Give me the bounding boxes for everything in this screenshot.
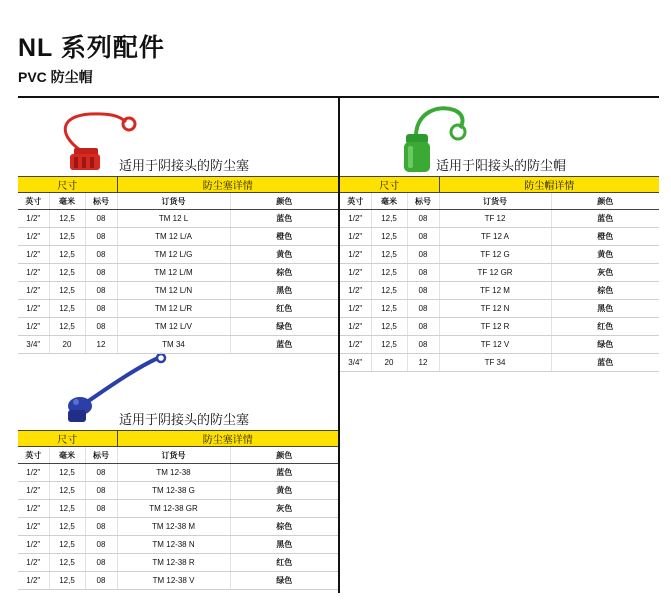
cell-mm: 12,5: [49, 300, 85, 318]
section1-caption: 适用于阴接头的防尘塞: [119, 158, 250, 173]
cell-order-number: TF 12 R: [439, 318, 551, 336]
cell-color: 棕色: [551, 282, 659, 300]
section2-caption: 适用于阳接头的防尘帽: [436, 158, 567, 173]
size-header: 尺寸: [18, 431, 117, 447]
col-mm: 毫米: [49, 447, 85, 464]
table-group-header: [18, 177, 338, 193]
cell-code: 08: [85, 300, 117, 318]
col-code: 标号: [85, 193, 117, 210]
col-color: 颜色: [230, 447, 338, 464]
col-order: 订货号: [117, 193, 230, 210]
section3-caption: 适用于阴接头的防尘塞: [119, 412, 250, 427]
table-row: [18, 500, 338, 518]
cell-mm: 12,5: [49, 318, 85, 336]
table-row: [18, 336, 338, 354]
cell-mm: 12,5: [371, 318, 407, 336]
table-column-header: [18, 447, 338, 464]
table-column-header: [18, 193, 338, 210]
col-inch: 英寸: [340, 193, 371, 210]
cell-inch: 1/2": [18, 210, 49, 228]
cell-mm: 12,5: [371, 300, 407, 318]
table-row: [340, 210, 659, 228]
cell-color: 橙色: [551, 228, 659, 246]
cell-order-number: TF 12 V: [439, 336, 551, 354]
table-row: [340, 336, 659, 354]
cell-inch: 1/2": [18, 536, 49, 554]
cell-order-number: TM 12-38 N: [117, 536, 230, 554]
cell-code: 08: [85, 246, 117, 264]
table-row: [18, 536, 338, 554]
cell-mm: 12,5: [371, 210, 407, 228]
cell-code: 08: [85, 228, 117, 246]
cell-inch: 1/2": [18, 264, 49, 282]
section1-table: [18, 176, 338, 354]
cell-code: 08: [85, 482, 117, 500]
cell-color: 黑色: [230, 536, 338, 554]
cell-color: 红色: [230, 554, 338, 572]
cell-code: 08: [407, 228, 439, 246]
cell-inch: 3/4": [18, 336, 49, 354]
cell-code: 08: [407, 300, 439, 318]
cell-inch: 1/2": [340, 246, 371, 264]
cell-mm: 12,5: [49, 572, 85, 590]
table-row: [18, 300, 338, 318]
cell-color: 红色: [230, 300, 338, 318]
cell-color: 蓝色: [230, 336, 338, 354]
table-column-header: [340, 193, 659, 210]
table-row: [18, 482, 338, 500]
table-row: [18, 210, 338, 228]
table-row: [340, 282, 659, 300]
cell-mm: 12,5: [49, 482, 85, 500]
cell-order-number: TF 12 A: [439, 228, 551, 246]
cell-inch: 1/2": [340, 228, 371, 246]
section3-table: [18, 430, 338, 590]
detail-header: 防尘帽详情: [439, 177, 659, 193]
cell-order-number: TM 12 L/A: [117, 228, 230, 246]
cell-code: 08: [407, 318, 439, 336]
cell-order-number: TF 12 G: [439, 246, 551, 264]
cell-inch: 1/2": [340, 210, 371, 228]
cell-code: 08: [85, 210, 117, 228]
size-header: 尺寸: [340, 177, 439, 193]
cell-mm: 12,5: [371, 228, 407, 246]
cell-code: 08: [85, 264, 117, 282]
cell-inch: 1/2": [18, 500, 49, 518]
cell-code: 08: [85, 500, 117, 518]
cell-mm: 12,5: [49, 518, 85, 536]
cell-code: 08: [85, 554, 117, 572]
cell-mm: 12,5: [49, 500, 85, 518]
cell-code: 08: [407, 210, 439, 228]
cell-color: 绿色: [551, 336, 659, 354]
size-header: 尺寸: [18, 177, 117, 193]
cell-code: 08: [85, 282, 117, 300]
cell-order-number: TM 12-38 M: [117, 518, 230, 536]
cell-code: 08: [407, 264, 439, 282]
table-row: [340, 318, 659, 336]
table-row: [18, 318, 338, 336]
cell-mm: 12,5: [49, 282, 85, 300]
detail-header: 防尘塞详情: [117, 431, 338, 447]
section2-table: [340, 176, 659, 372]
cell-order-number: TF 12 N: [439, 300, 551, 318]
cell-order-number: TM 12 L/V: [117, 318, 230, 336]
col-order: 订货号: [439, 193, 551, 210]
table-row: [18, 464, 338, 482]
cell-mm: 12,5: [49, 264, 85, 282]
cell-inch: 1/2": [18, 300, 49, 318]
cell-order-number: TM 12 L/R: [117, 300, 230, 318]
table-row: [340, 246, 659, 264]
cell-code: 08: [85, 518, 117, 536]
cell-color: 黄色: [230, 482, 338, 500]
table-row: [18, 518, 338, 536]
cell-order-number: TF 12: [439, 210, 551, 228]
cell-mm: 12,5: [49, 246, 85, 264]
cell-mm: 20: [371, 354, 407, 372]
cell-code: 12: [85, 336, 117, 354]
cell-color: 蓝色: [230, 464, 338, 482]
table-row: [340, 354, 659, 372]
cell-inch: 1/2": [18, 482, 49, 500]
table-row: [18, 572, 338, 590]
table-row: [340, 228, 659, 246]
col-code: 标号: [407, 193, 439, 210]
col-color: 颜色: [551, 193, 659, 210]
cell-color: 绿色: [230, 572, 338, 590]
cell-code: 08: [407, 336, 439, 354]
cell-code: 12: [407, 354, 439, 372]
cell-mm: 12,5: [49, 536, 85, 554]
cell-mm: 12,5: [49, 210, 85, 228]
cell-color: 灰色: [230, 500, 338, 518]
col-code: 标号: [85, 447, 117, 464]
cell-color: 黑色: [551, 300, 659, 318]
cell-color: 黄色: [551, 246, 659, 264]
cell-order-number: TM 12-38 G: [117, 482, 230, 500]
cell-color: 棕色: [230, 518, 338, 536]
cell-color: 黑色: [230, 282, 338, 300]
cell-order-number: TF 34: [439, 354, 551, 372]
cell-code: 08: [85, 464, 117, 482]
cell-inch: 1/2": [18, 554, 49, 572]
cell-mm: 12,5: [49, 464, 85, 482]
cell-inch: 3/4": [340, 354, 371, 372]
cell-order-number: TM 12-38 GR: [117, 500, 230, 518]
cell-order-number: TM 12 L: [117, 210, 230, 228]
table-row: [18, 246, 338, 264]
detail-header: 防尘塞详情: [117, 177, 338, 193]
cell-order-number: TM 12 L/G: [117, 246, 230, 264]
table-row: [340, 300, 659, 318]
table-row: [18, 264, 338, 282]
page-title: NL 系列配件: [18, 34, 165, 62]
table-row: [18, 554, 338, 572]
cell-inch: 1/2": [18, 464, 49, 482]
cell-inch: 1/2": [340, 282, 371, 300]
cell-order-number: TM 34: [117, 336, 230, 354]
cell-code: 08: [85, 536, 117, 554]
cell-code: 08: [407, 246, 439, 264]
cell-inch: 1/2": [340, 264, 371, 282]
cell-order-number: TF 12 M: [439, 282, 551, 300]
cell-mm: 12,5: [371, 264, 407, 282]
cell-color: 灰色: [551, 264, 659, 282]
table-row: [340, 264, 659, 282]
cell-color: 红色: [551, 318, 659, 336]
col-inch: 英寸: [18, 193, 49, 210]
cell-color: 蓝色: [230, 210, 338, 228]
cell-order-number: TM 12 L/M: [117, 264, 230, 282]
cell-color: 橙色: [230, 228, 338, 246]
cell-order-number: TM 12-38: [117, 464, 230, 482]
col-order: 订货号: [117, 447, 230, 464]
col-mm: 毫米: [371, 193, 407, 210]
cell-inch: 1/2": [18, 572, 49, 590]
cell-inch: 1/2": [340, 336, 371, 354]
cell-order-number: TM 12 L/N: [117, 282, 230, 300]
col-inch: 英寸: [18, 447, 49, 464]
cell-inch: 1/2": [340, 300, 371, 318]
table-group-header: [18, 431, 338, 447]
cell-inch: 1/2": [18, 518, 49, 536]
col-color: 颜色: [230, 193, 338, 210]
cell-inch: 1/2": [18, 228, 49, 246]
cell-color: 蓝色: [551, 354, 659, 372]
cell-mm: 12,5: [371, 336, 407, 354]
cell-code: 08: [85, 318, 117, 336]
cell-inch: 1/2": [18, 246, 49, 264]
cell-mm: 12,5: [49, 554, 85, 572]
cell-mm: 20: [49, 336, 85, 354]
cell-inch: 1/2": [18, 282, 49, 300]
page-subtitle: PVC 防尘帽: [18, 69, 93, 85]
cell-mm: 12,5: [371, 282, 407, 300]
cell-mm: 12,5: [49, 228, 85, 246]
cell-code: 08: [407, 282, 439, 300]
table-row: [18, 228, 338, 246]
cell-color: 棕色: [230, 264, 338, 282]
cell-order-number: TF 12 GR: [439, 264, 551, 282]
cell-color: 黄色: [230, 246, 338, 264]
table-group-header: [340, 177, 659, 193]
cell-color: 绿色: [230, 318, 338, 336]
cell-order-number: TM 12-38 R: [117, 554, 230, 572]
cell-order-number: TM 12-38 V: [117, 572, 230, 590]
col-mm: 毫米: [49, 193, 85, 210]
cell-inch: 1/2": [18, 318, 49, 336]
cell-color: 蓝色: [551, 210, 659, 228]
cell-code: 08: [85, 572, 117, 590]
cell-inch: 1/2": [340, 318, 371, 336]
table-row: [18, 282, 338, 300]
cell-mm: 12,5: [371, 246, 407, 264]
